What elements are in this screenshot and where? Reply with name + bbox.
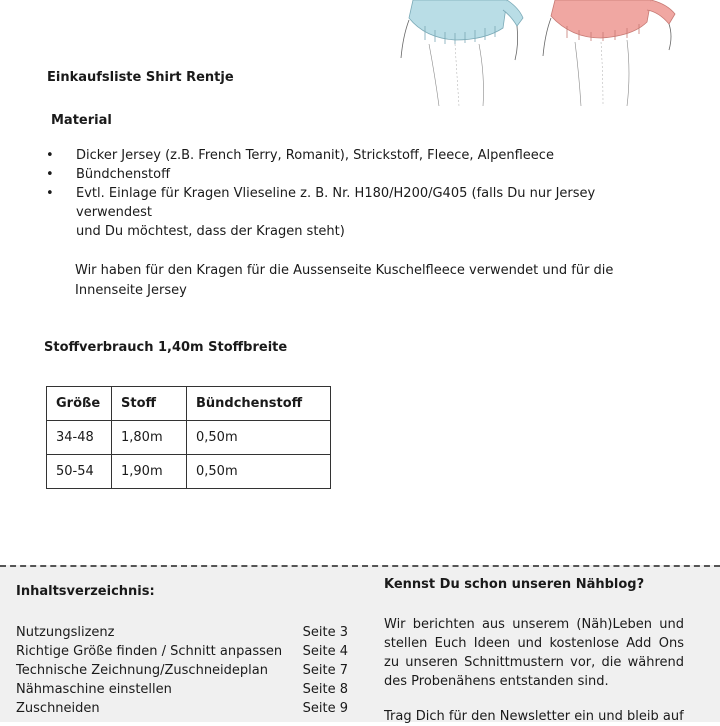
list-item-continuation: und Du möchtest, dass der Kragen steht) [76,224,345,239]
table-cell: 1,80m [112,421,187,455]
toc-item[interactable]: Nähmaschine einstellen Seite 8 [16,682,348,697]
list-item: • Evtl. Einlage für Kragen Vlieseline z. B. Nr. H180/H200/G405 (falls Du nur Jersey verwendest [46,186,596,220]
blog-text: Wir berichten aus unserem (Näh)Leben und stellen Euch Ideen und kostenlose Add Ons zu unseren Schnittmustern vor, die während des Probenähens entstanden sind. [384,617,684,689]
toc-item[interactable]: Zuschneiden Seite 9 [16,701,348,716]
blue-shirt-figure [401,0,523,106]
table-cell: 0,50m [187,421,331,455]
table-cell: 50-54 [47,455,112,489]
table-cell: 1,90m [112,455,187,489]
material-list [46,146,646,241]
toc-item[interactable]: Technische Zeichnung/Zuschneideplan Seite 7 [16,663,348,678]
material-heading: Material [51,113,112,128]
list-item: • Bündchenstoff [46,167,171,182]
toc-item[interactable]: Nutzungslizenz Seite 3 [16,625,348,640]
shirt-illustration [395,0,685,108]
fabric-usage-table [46,386,331,489]
table-of-contents [16,623,348,718]
table-header-row [47,387,331,421]
pink-shirt-figure [543,0,675,106]
newsletter-text[interactable]: Trag Dich für den Newsletter ein und bleib auf [384,709,684,724]
table-row [47,455,331,489]
table-cell: 0,50m [187,455,331,489]
bullet-icon: • [46,167,54,182]
bullet-icon: • [46,186,54,201]
collar-note: Wir haben für den Kragen für die Aussenseite Kuschelfleece verwendet und für die Innenseite Jersey [75,263,614,298]
table-cell: 34-48 [47,421,112,455]
table-row [47,421,331,455]
bullet-icon: • [46,148,54,163]
toc-item[interactable]: Richtige Größe finden / Schnitt anpassen Seite 4 [16,644,348,659]
toc-title: Inhaltsverzeichnis: [16,584,155,599]
column-header: Bündchenstoff [187,387,331,421]
column-header: Größe [47,387,112,421]
blog-heading: Kennst Du schon unseren Nähblog? [384,577,645,592]
fabric-usage-heading: Stoffverbrauch 1,40m Stoffbreite [44,340,288,355]
document-title: Einkaufsliste Shirt Rentje [47,70,234,85]
column-header: Stoff [112,387,187,421]
list-item: • Dicker Jersey (z.B. French Terry, Romanit), Strickstoff, Fleece, Alpenfleece [46,148,554,163]
